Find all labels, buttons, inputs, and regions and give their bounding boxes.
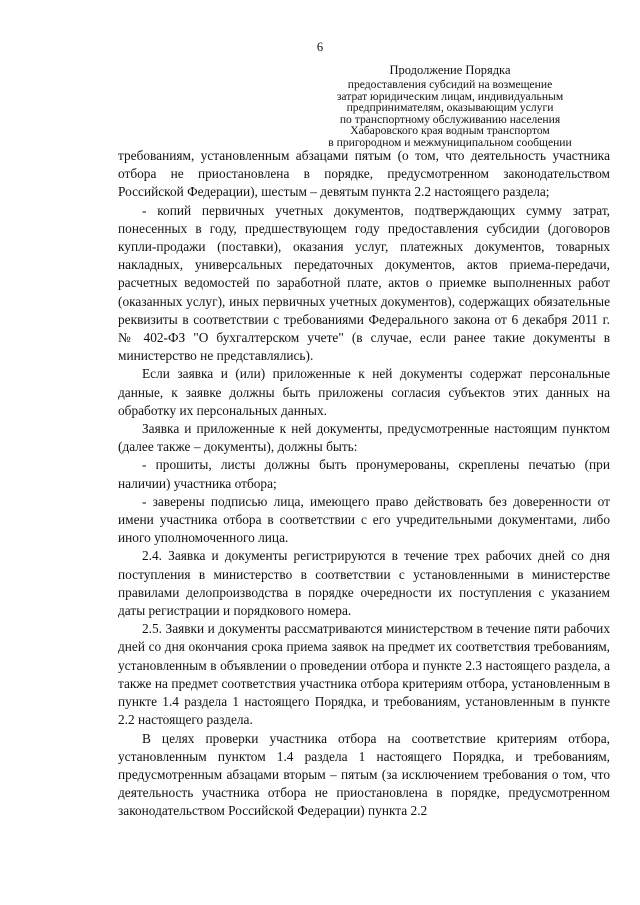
header-line: Хабаровского края водным транспортом	[350, 124, 550, 138]
paragraph: 2.4. Заявка и документы регистрируются в течение трех рабочих дней со дня поступления в министерство в соответствии с установленными в министерстве правилами делопроизводства в порядке очередности их поступления с указанием даты регистрации и порядкового номера.	[118, 548, 610, 619]
paragraph: В целях проверки участника отбора на соответствие критериям отбора, установленным пунктом 1.4 раздела 1 настоящего Порядка, и требованиям, предусмотренным абзацами вторым – пятым (за исключением требования о том, что деятельность участника отбора не приостановлена в порядке, предусмотренном законодательством Российской Федерации) пункта 2.2	[118, 730, 610, 819]
header-title: Продолжение Порядка	[389, 63, 511, 77]
paragraph: - прошиты, листы должны быть пронумерованы, скреплены печатью (при наличии) участника отбора;	[118, 457, 610, 491]
header-line: предпринимателям, оказывающим услуги	[346, 101, 554, 115]
document-body	[118, 147, 610, 821]
page-number: 6	[316, 40, 324, 54]
paragraph: 2.5. Заявки и документы рассматриваются министерством в течение пяти рабочих дней со дня окончания срока приема заявок на предмет их соответствия требованиям, установленным в объявлении о проведении отбора и пункте 2.3 настоящего раздела, а также на предмет соответствия участника отбора критериям отбора, установленным в пункте 1.4 раздела 1 настоящего Порядка, и требованиям, установленным в пункте 2.2 настоящего раздела.	[118, 621, 610, 728]
paragraph: требованиям, установленным абзацами пятым (о том, что деятельность участника отбора не приостановлена в порядке, предусмотренном законодательством Российской Федерации), шестым – девятым пункта 2.2 настоящего раздела;	[118, 148, 610, 200]
paragraph: Заявка и приложенные к ней документы, предусмотренные настоящим пунктом (далее также – документы), должны быть:	[118, 421, 610, 455]
header-line: затрат юридическим лицам, индивидуальным	[336, 89, 564, 103]
header-line: в пригородном и межмуниципальном сообщении	[328, 135, 572, 149]
paragraph: - копий первичных учетных документов, подтверждающих сумму затрат, понесенных в году, предшествующем году предоставления субсидии (договоров купли-продажи (поставки), оказания услуг, платежных документов, товарных накладных, универсальных передаточных документов, актов приема-передачи, расчетных ведомостей по заработной плате, актов о приемке выполненных работ (оказанных услуг), иных первичных учетных документов), содержащих обязательные реквизиты в соответствии с требованиями Федерального закона от 6 декабря 2011 г. № 402-ФЗ "О бухгалтерском учете" (в случае, если ранее такие документы в министерство не представлялись).	[118, 202, 610, 364]
paragraph: - заверены подписью лица, имеющего право действовать без доверенности от имени участника отбора в соответствии с его учредительными документами, либо иного уполномоченного лица.	[118, 493, 610, 546]
document-header	[300, 64, 600, 149]
header-line: предоставления субсидий на возмещение	[347, 78, 553, 91]
paragraph: Если заявка и (или) приложенные к ней документы содержат персональные данные, к заявке должны быть приложены согласия субъектов этих данных на обработку их персональных данных.	[118, 366, 610, 418]
header-line: по транспортному обслуживанию населения	[339, 112, 561, 126]
